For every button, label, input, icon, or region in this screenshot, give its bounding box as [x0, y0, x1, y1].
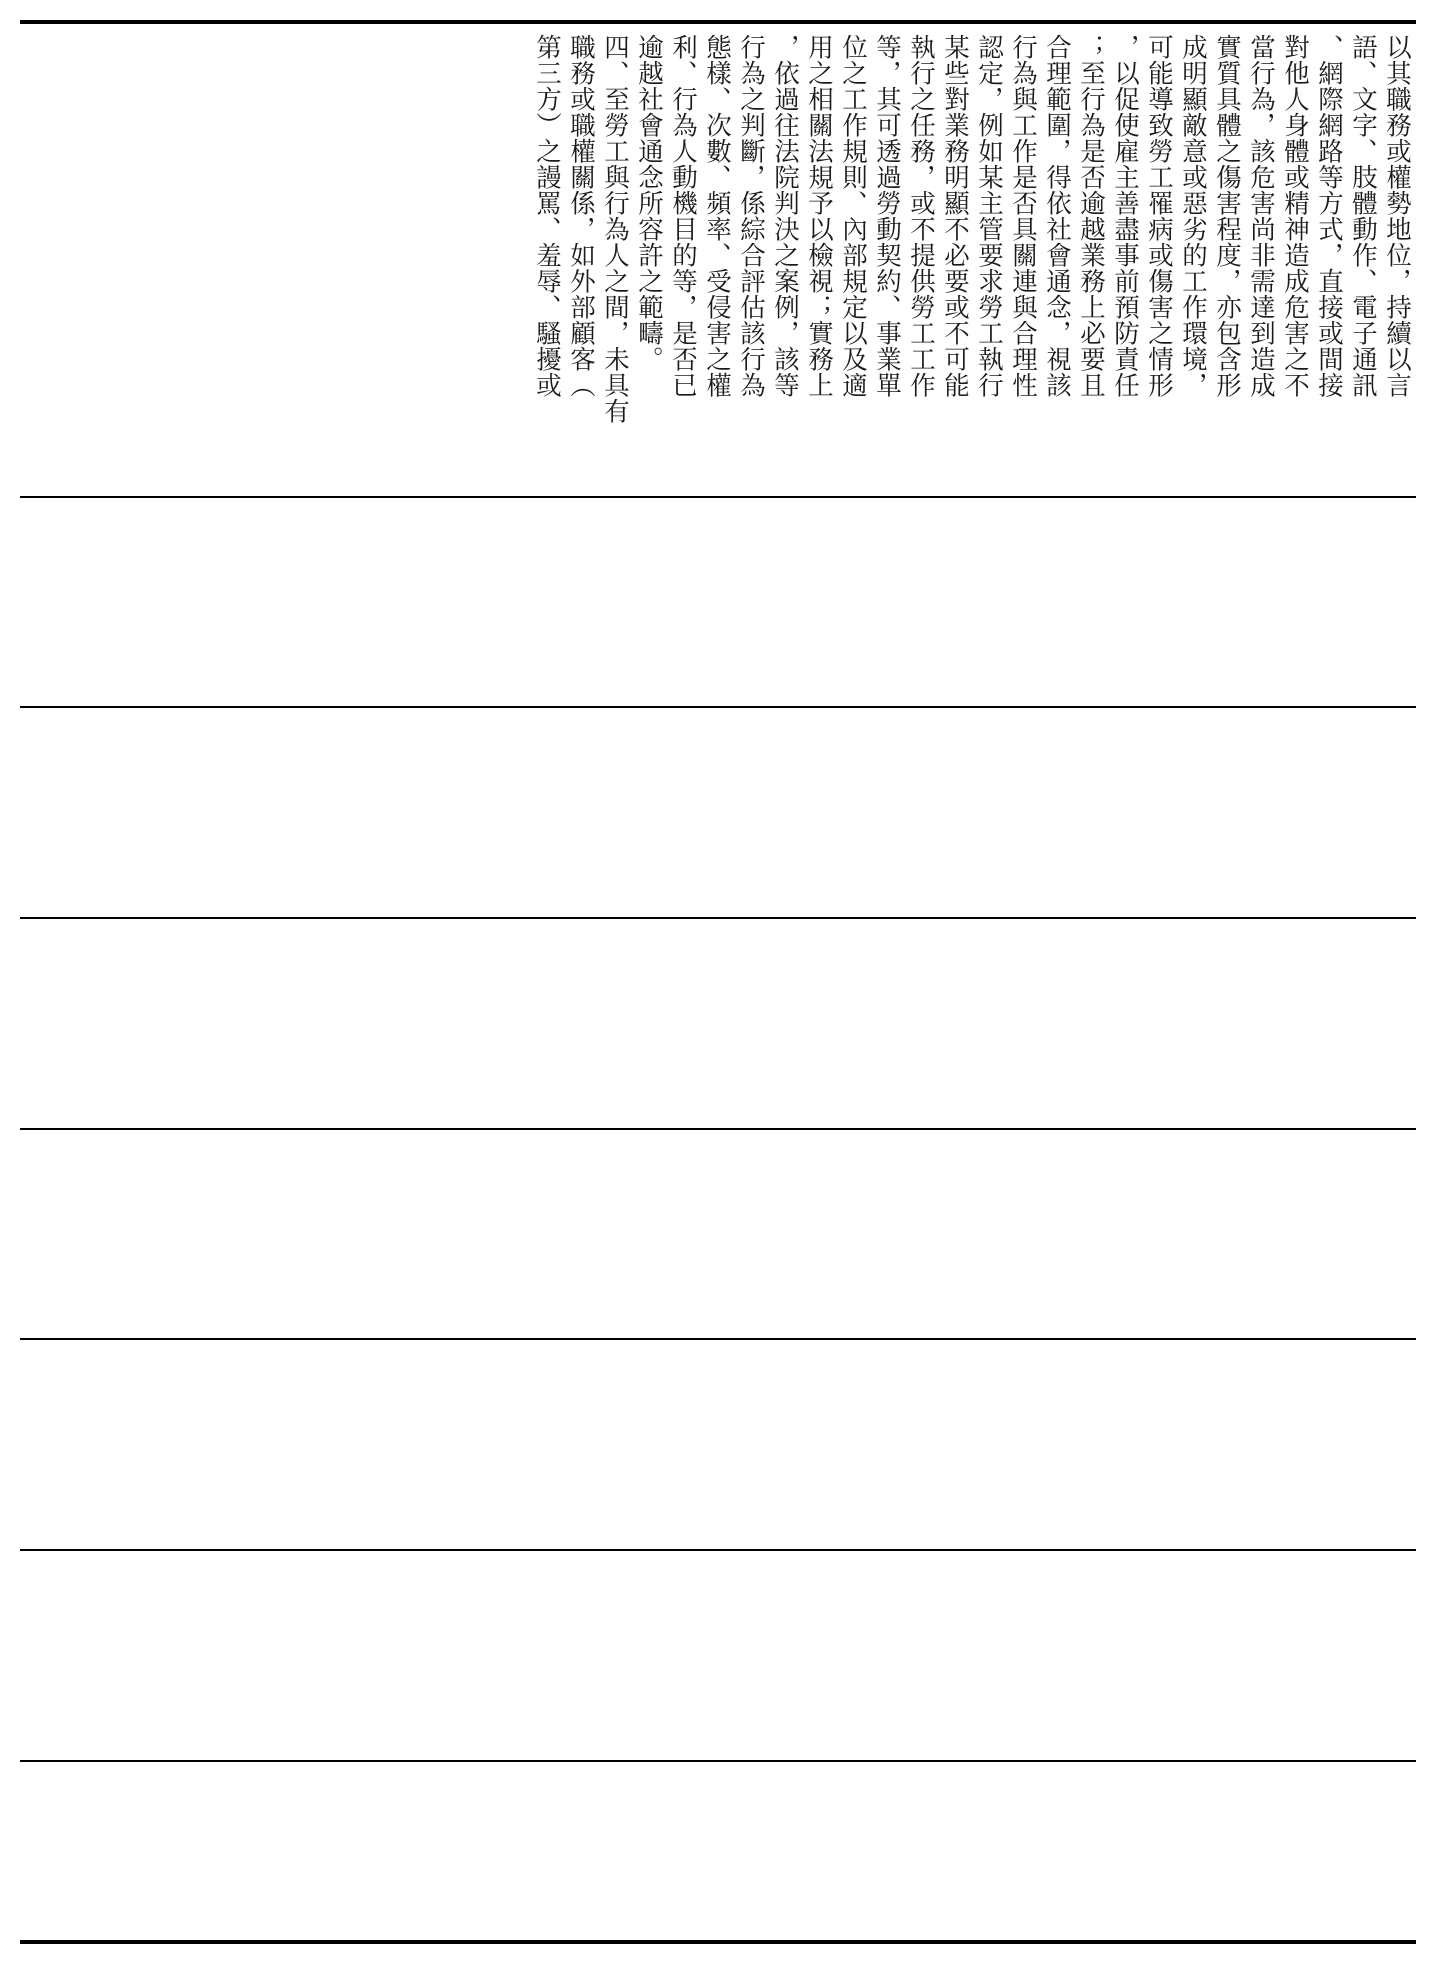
- text-column: 以其職務或權勢地位，持續以言: [1382, 34, 1412, 398]
- text-column: 實質具體之傷害程度，亦包含形: [1212, 34, 1242, 398]
- text-column: 用之相關法規予以檢視；實務上: [804, 34, 834, 398]
- row-divider: [20, 917, 1416, 919]
- top-rule: [20, 20, 1416, 24]
- text-column: 合理範圍，得依社會通念，視該: [1042, 34, 1072, 398]
- text-column: 語、文字、肢體動作、電子通訊: [1348, 34, 1378, 398]
- text-column: 職務或職權關係，如外部顧客（: [566, 34, 596, 398]
- text-column: 某些對業務明顯不必要或不可能: [940, 34, 970, 398]
- text-column: 逾越社會通念所容許之範疇。: [634, 34, 664, 372]
- text-column: 第三方）之謾罵、羞辱、騷擾或: [532, 34, 562, 398]
- text-column: 利、行為人動機目的等，是否已: [668, 34, 698, 398]
- text-column: 行為之判斷，係綜合評估該行為: [736, 34, 766, 398]
- text-column: 當行為，該危害尚非需達到造成: [1246, 34, 1276, 398]
- text-column: ，依過往法院判決之案例，該等: [770, 34, 800, 398]
- vertical-text-block: [530, 28, 1414, 486]
- text-column: 認定，例如某主管要求勞工執行: [974, 34, 1004, 398]
- text-column: 位之工作規則、內部規定以及適: [838, 34, 868, 398]
- row-divider: [20, 706, 1416, 708]
- text-column: ；至行為是否逾越業務上必要且: [1076, 34, 1106, 398]
- text-column: 、網際網路等方式，直接或間接: [1314, 34, 1344, 398]
- text-column: 態樣、次數、頻率、受侵害之權: [702, 34, 732, 398]
- row-divider: [20, 1338, 1416, 1340]
- row-divider: [20, 1549, 1416, 1551]
- text-column: 可能導致勞工罹病或傷害之情形: [1144, 34, 1174, 398]
- text-column: 行為與工作是否具關連與合理性: [1008, 34, 1038, 398]
- text-column: ，以促使雇主善盡事前預防責任: [1110, 34, 1140, 398]
- row-divider: [20, 1760, 1416, 1762]
- text-column: 執行之任務，或不提供勞工工作: [906, 34, 936, 398]
- row-divider: [20, 1128, 1416, 1130]
- text-column: 四、至勞工與行為人之間，未具有: [600, 34, 630, 424]
- text-column: 成明顯敵意或惡劣的工作環境，: [1178, 34, 1208, 398]
- row-divider: [20, 496, 1416, 498]
- bottom-rule: [20, 1940, 1416, 1944]
- text-column: 等，其可透過勞動契約、事業單: [872, 34, 902, 398]
- text-column: 對他人身體或精神造成危害之不: [1280, 34, 1310, 398]
